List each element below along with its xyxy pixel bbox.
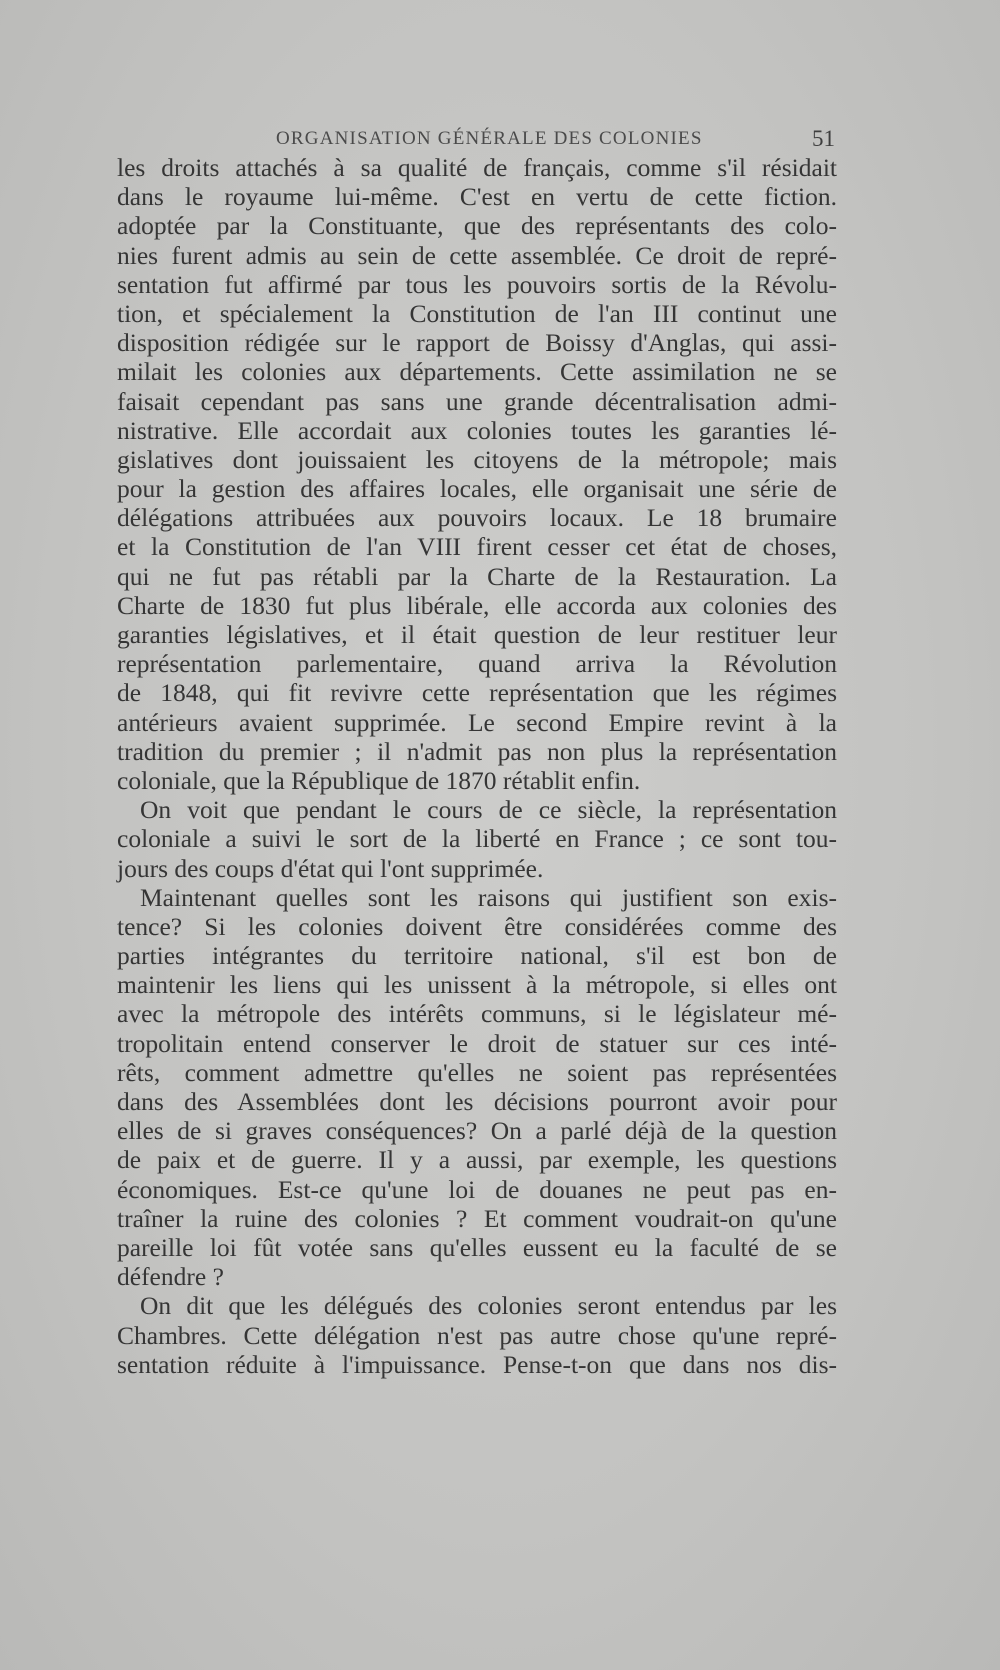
text-line: elles de si graves conséquences? On a parlé déjà de la question bbox=[117, 1116, 837, 1146]
text-line: nistrative. Elle accordait aux colonies toutes les garanties lé- bbox=[117, 415, 837, 445]
text-line: dans le royaume lui-même. C'est en vertu de cette fiction. bbox=[117, 182, 837, 212]
text-line: faisait cependant pas sans une grande décentralisation admi- bbox=[117, 386, 837, 416]
text-line: défendre ? bbox=[117, 1262, 224, 1292]
text-line: tion, et spécialement la Constitution de l'an III continut une bbox=[117, 298, 837, 328]
text-line: les droits attachés à sa qualité de français, comme s'il résidait bbox=[117, 153, 837, 182]
text-line: milait les colonies aux départements. Cette assimilation ne se bbox=[117, 357, 837, 387]
text-line: qui ne fut pas rétabli par la Charte de la Restauration. La bbox=[117, 561, 837, 591]
text-line: coloniale, que la République de 1870 rétablit enfin. bbox=[117, 765, 641, 795]
page-number: 51 bbox=[812, 126, 835, 151]
text-line: nies furent admis au sein de cette assemblée. Ce droit de repré- bbox=[117, 240, 837, 270]
text-line: On dit que les délégués des colonies seront entendus par les bbox=[140, 1291, 837, 1321]
text-line: délégations attribuées aux pouvoirs locaux. Le 18 brumaire bbox=[117, 503, 837, 533]
text-line: de 1848, qui fit revivre cette représentation que les régimes bbox=[117, 678, 837, 708]
text-line: sentation réduite à l'impuissance. Pense-t-on que dans nos dis- bbox=[117, 1349, 837, 1379]
paragraph bbox=[117, 883, 837, 1292]
text-line: Charte de 1830 fut plus libérale, elle accorda aux colonies des bbox=[117, 590, 837, 620]
text-line: disposition rédigée sur le rapport de Boissy d'Anglas, qui assi- bbox=[117, 328, 837, 358]
text-line: rêts, comment admettre qu'elles ne soient pas représentées bbox=[117, 1057, 837, 1087]
text-line: avec la métropole des intérêts communs, si le législateur mé- bbox=[117, 999, 837, 1029]
text-line: gislatives dont jouissaient les citoyens de la métropole; mais bbox=[117, 444, 837, 474]
text-line: tradition du premier ; il n'admit pas non plus la représentation bbox=[117, 736, 837, 766]
text-line: parties intégrantes du territoire national, s'il est bon de bbox=[117, 941, 837, 971]
text-line: On voit que pendant le cours de ce siècle, la représentation bbox=[140, 795, 837, 825]
text-line: et la Constitution de l'an VIII firent cesser cet état de choses, bbox=[117, 532, 837, 562]
running-head: ORGANISATION GÉNÉRALE DES COLONIES bbox=[276, 128, 703, 149]
text-line: tropolitain entend conserver le droit de statuer sur ces inté- bbox=[117, 1028, 837, 1058]
paragraph bbox=[117, 153, 837, 795]
text-line: coloniale a suivi le sort de la liberté en France ; ce sont tou- bbox=[117, 824, 837, 854]
text-line: garanties législatives, et il était question de leur restituer leur bbox=[117, 620, 837, 649]
text-line: sentation fut affirmé par tous les pouvoirs sortis de la Révolu- bbox=[117, 269, 837, 299]
text-line: pareille loi fût votée sans qu'elles eussent eu la faculté de se bbox=[117, 1232, 837, 1262]
text-line: tence? Si les colonies doivent être considérées comme des bbox=[117, 911, 837, 941]
text-line: dans des Assemblées dont les décisions pourront avoir pour bbox=[117, 1087, 837, 1116]
body-text bbox=[117, 153, 837, 1379]
text-line: Chambres. Cette délégation n'est pas autre chose qu'une repré- bbox=[117, 1320, 837, 1350]
text-line: de paix et de guerre. Il y a aussi, par exemple, les questions bbox=[117, 1145, 837, 1175]
text-line: pour la gestion des affaires locales, elle organisait une série de bbox=[117, 474, 837, 504]
paragraph bbox=[117, 1291, 837, 1379]
text-line: jours des coups d'état qui l'ont supprimée. bbox=[117, 853, 544, 883]
text-line: Maintenant quelles sont les raisons qui justifient son exis- bbox=[140, 882, 837, 912]
text-line: représentation parlementaire, quand arriva la Révolution bbox=[117, 649, 837, 679]
text-line: traîner la ruine des colonies ? Et comment voudrait-on qu'une bbox=[117, 1203, 837, 1233]
text-line: adoptée par la Constituante, que des représentants des colo- bbox=[117, 211, 837, 241]
paragraph bbox=[117, 795, 837, 883]
text-line: économiques. Est-ce qu'une loi de douanes ne peut pas en- bbox=[117, 1174, 837, 1204]
text-line: antérieurs avaient supprimée. Le second Empire revint à la bbox=[117, 707, 837, 737]
text-line: maintenir les liens qui les unissent à la métropole, si elles ont bbox=[117, 970, 837, 1000]
